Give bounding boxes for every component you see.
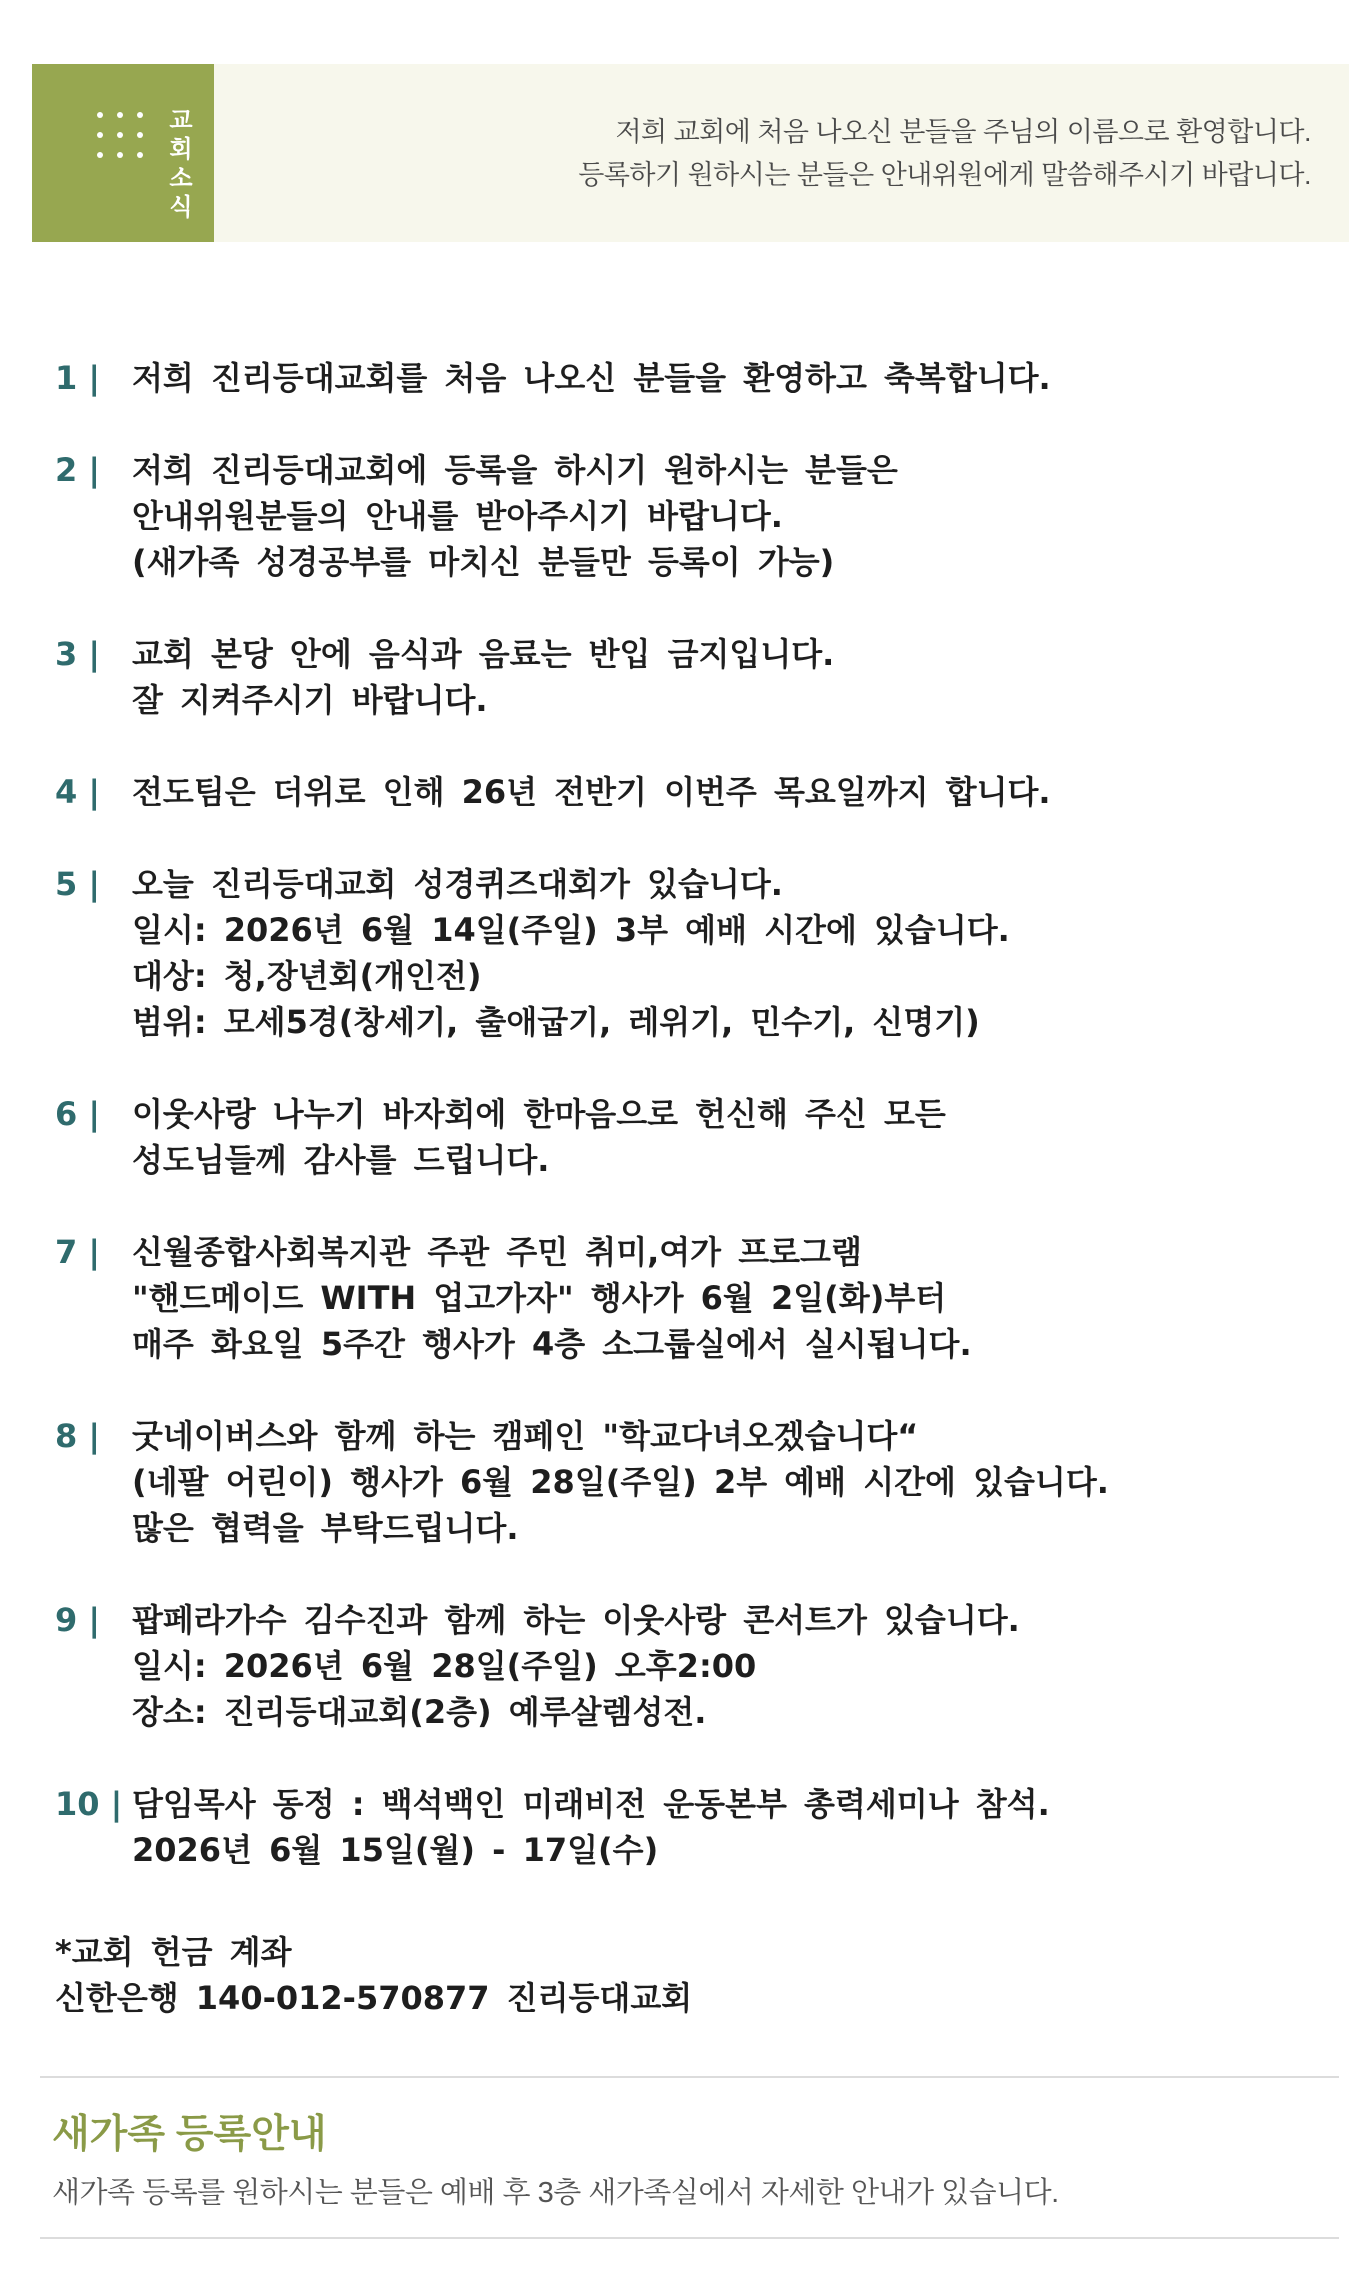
notice-item-3 bbox=[55, 631, 1315, 723]
notice-line: 담임목사 동정 : 백석백인 미래비전 운동본부 총력세미나 참석. bbox=[132, 1785, 1050, 1823]
notice-line: 일시: 2026년 6월 14일(주일) 3부 예배 시간에 있습니다. bbox=[132, 911, 1010, 949]
notice-item-4 bbox=[55, 769, 1315, 815]
notice-line: 잘 지켜주시기 바랍니다. bbox=[132, 681, 488, 719]
banner-welcome-text bbox=[578, 111, 1311, 197]
notice-line: 범위: 모세5경(창세기, 출애굽기, 레위기, 민수기, 신명기) bbox=[132, 1003, 980, 1041]
header-banner bbox=[32, 64, 1349, 242]
notice-item-9 bbox=[55, 1597, 1315, 1735]
notice-line: "핸드메이드 WITH 업고가자" 행사가 6월 2일(화)부터 bbox=[132, 1279, 947, 1317]
banner-line-1: 저희 교회에 처음 나오신 분들을 주님의 이름으로 환영합니다. bbox=[615, 117, 1311, 147]
notice-line: 교회 본당 안에 음식과 음료는 반입 금지입니다. bbox=[132, 635, 835, 673]
notice-item-5 bbox=[55, 861, 1315, 1045]
dots-icon bbox=[97, 112, 147, 158]
notice-item-8 bbox=[55, 1413, 1315, 1551]
banner-label-box bbox=[32, 64, 214, 242]
notice-line: 저희 진리등대교회에 등록을 하시기 원하시는 분들은 bbox=[132, 451, 898, 489]
offering-account bbox=[55, 1929, 692, 2021]
notice-number: 4 | bbox=[55, 773, 101, 811]
notice-line: 오늘 진리등대교회 성경퀴즈대회가 있습니다. bbox=[132, 865, 783, 903]
notice-number: 7 | bbox=[55, 1233, 101, 1271]
account-title: *교회 헌금 계좌 bbox=[55, 1933, 292, 1971]
notice-line: 대상: 청,장년회(개인전) bbox=[132, 957, 482, 995]
notice-line: 성도님들께 감사를 드립니다. bbox=[132, 1141, 550, 1179]
notice-number: 3 | bbox=[55, 635, 101, 673]
notice-item-6 bbox=[55, 1091, 1315, 1183]
notice-line: 팝페라가수 김수진과 함께 하는 이웃사랑 콘서트가 있습니다. bbox=[132, 1601, 1020, 1639]
notice-item-1 bbox=[55, 355, 1315, 401]
notice-line: 신월종합사회복지관 주관 주민 취미,여가 프로그램 bbox=[132, 1233, 862, 1271]
notice-number: 9 | bbox=[55, 1601, 101, 1639]
account-detail: 신한은행 140-012-570877 진리등대교회 bbox=[55, 1979, 693, 2017]
notice-item-2 bbox=[55, 447, 1315, 585]
footer-divider-top bbox=[40, 2076, 1339, 2078]
notice-item-7 bbox=[55, 1229, 1315, 1367]
footer-title: 새가족 등록안내 bbox=[52, 2113, 327, 2156]
notice-line: 장소: 진리등대교회(2층) 예루살렘성전. bbox=[132, 1693, 707, 1731]
notice-number: 10 | bbox=[55, 1785, 123, 1823]
notice-line: 저희 진리등대교회를 처음 나오신 분들을 환영하고 축복합니다. bbox=[132, 359, 1051, 397]
notice-line: (새가족 성경공부를 마치신 분들만 등록이 가능) bbox=[132, 543, 835, 581]
notice-number: 2 | bbox=[55, 451, 101, 489]
notice-line: 전도팀은 더위로 인해 26년 전반기 이번주 목요일까지 합니다. bbox=[132, 773, 1051, 811]
notice-line: 2026년 6월 15일(월) - 17일(수) bbox=[132, 1831, 659, 1869]
notice-number: 1 | bbox=[55, 359, 101, 397]
notice-line: 굿네이버스와 함께 하는 캠페인 "학교다녀오겠습니다“ bbox=[132, 1417, 919, 1455]
footer-divider-bottom bbox=[40, 2237, 1339, 2239]
banner-line-2: 등록하기 원하시는 분들은 안내위원에게 말씀해주시기 바랍니다. bbox=[578, 160, 1311, 190]
notice-line: (네팔 어린이) 행사가 6월 28일(주일) 2부 예배 시간에 있습니다. bbox=[132, 1463, 1109, 1501]
notice-line: 이웃사랑 나누기 바자회에 한마음으로 헌신해 주신 모든 bbox=[132, 1095, 946, 1133]
notice-number: 6 | bbox=[55, 1095, 101, 1133]
footer-text: 새가족 등록를 원하시는 분들은 예배 후 3층 새가족실에서 자세한 안내가 있습니다. bbox=[52, 2177, 1059, 2209]
notice-number: 5 | bbox=[55, 865, 101, 903]
notice-line: 많은 협력을 부탁드립니다. bbox=[132, 1509, 519, 1547]
notice-line: 매주 화요일 5주간 행사가 4층 소그룹실에서 실시됩니다. bbox=[132, 1325, 972, 1363]
notice-item-10 bbox=[55, 1781, 1315, 1873]
notice-number: 8 | bbox=[55, 1417, 101, 1455]
notice-list bbox=[55, 355, 1315, 1873]
banner-label: 교회소식 bbox=[169, 106, 193, 221]
notice-line: 일시: 2026년 6월 28일(주일) 오후2:00 bbox=[132, 1647, 757, 1685]
notice-line: 안내위원분들의 안내를 받아주시기 바랍니다. bbox=[132, 497, 783, 535]
